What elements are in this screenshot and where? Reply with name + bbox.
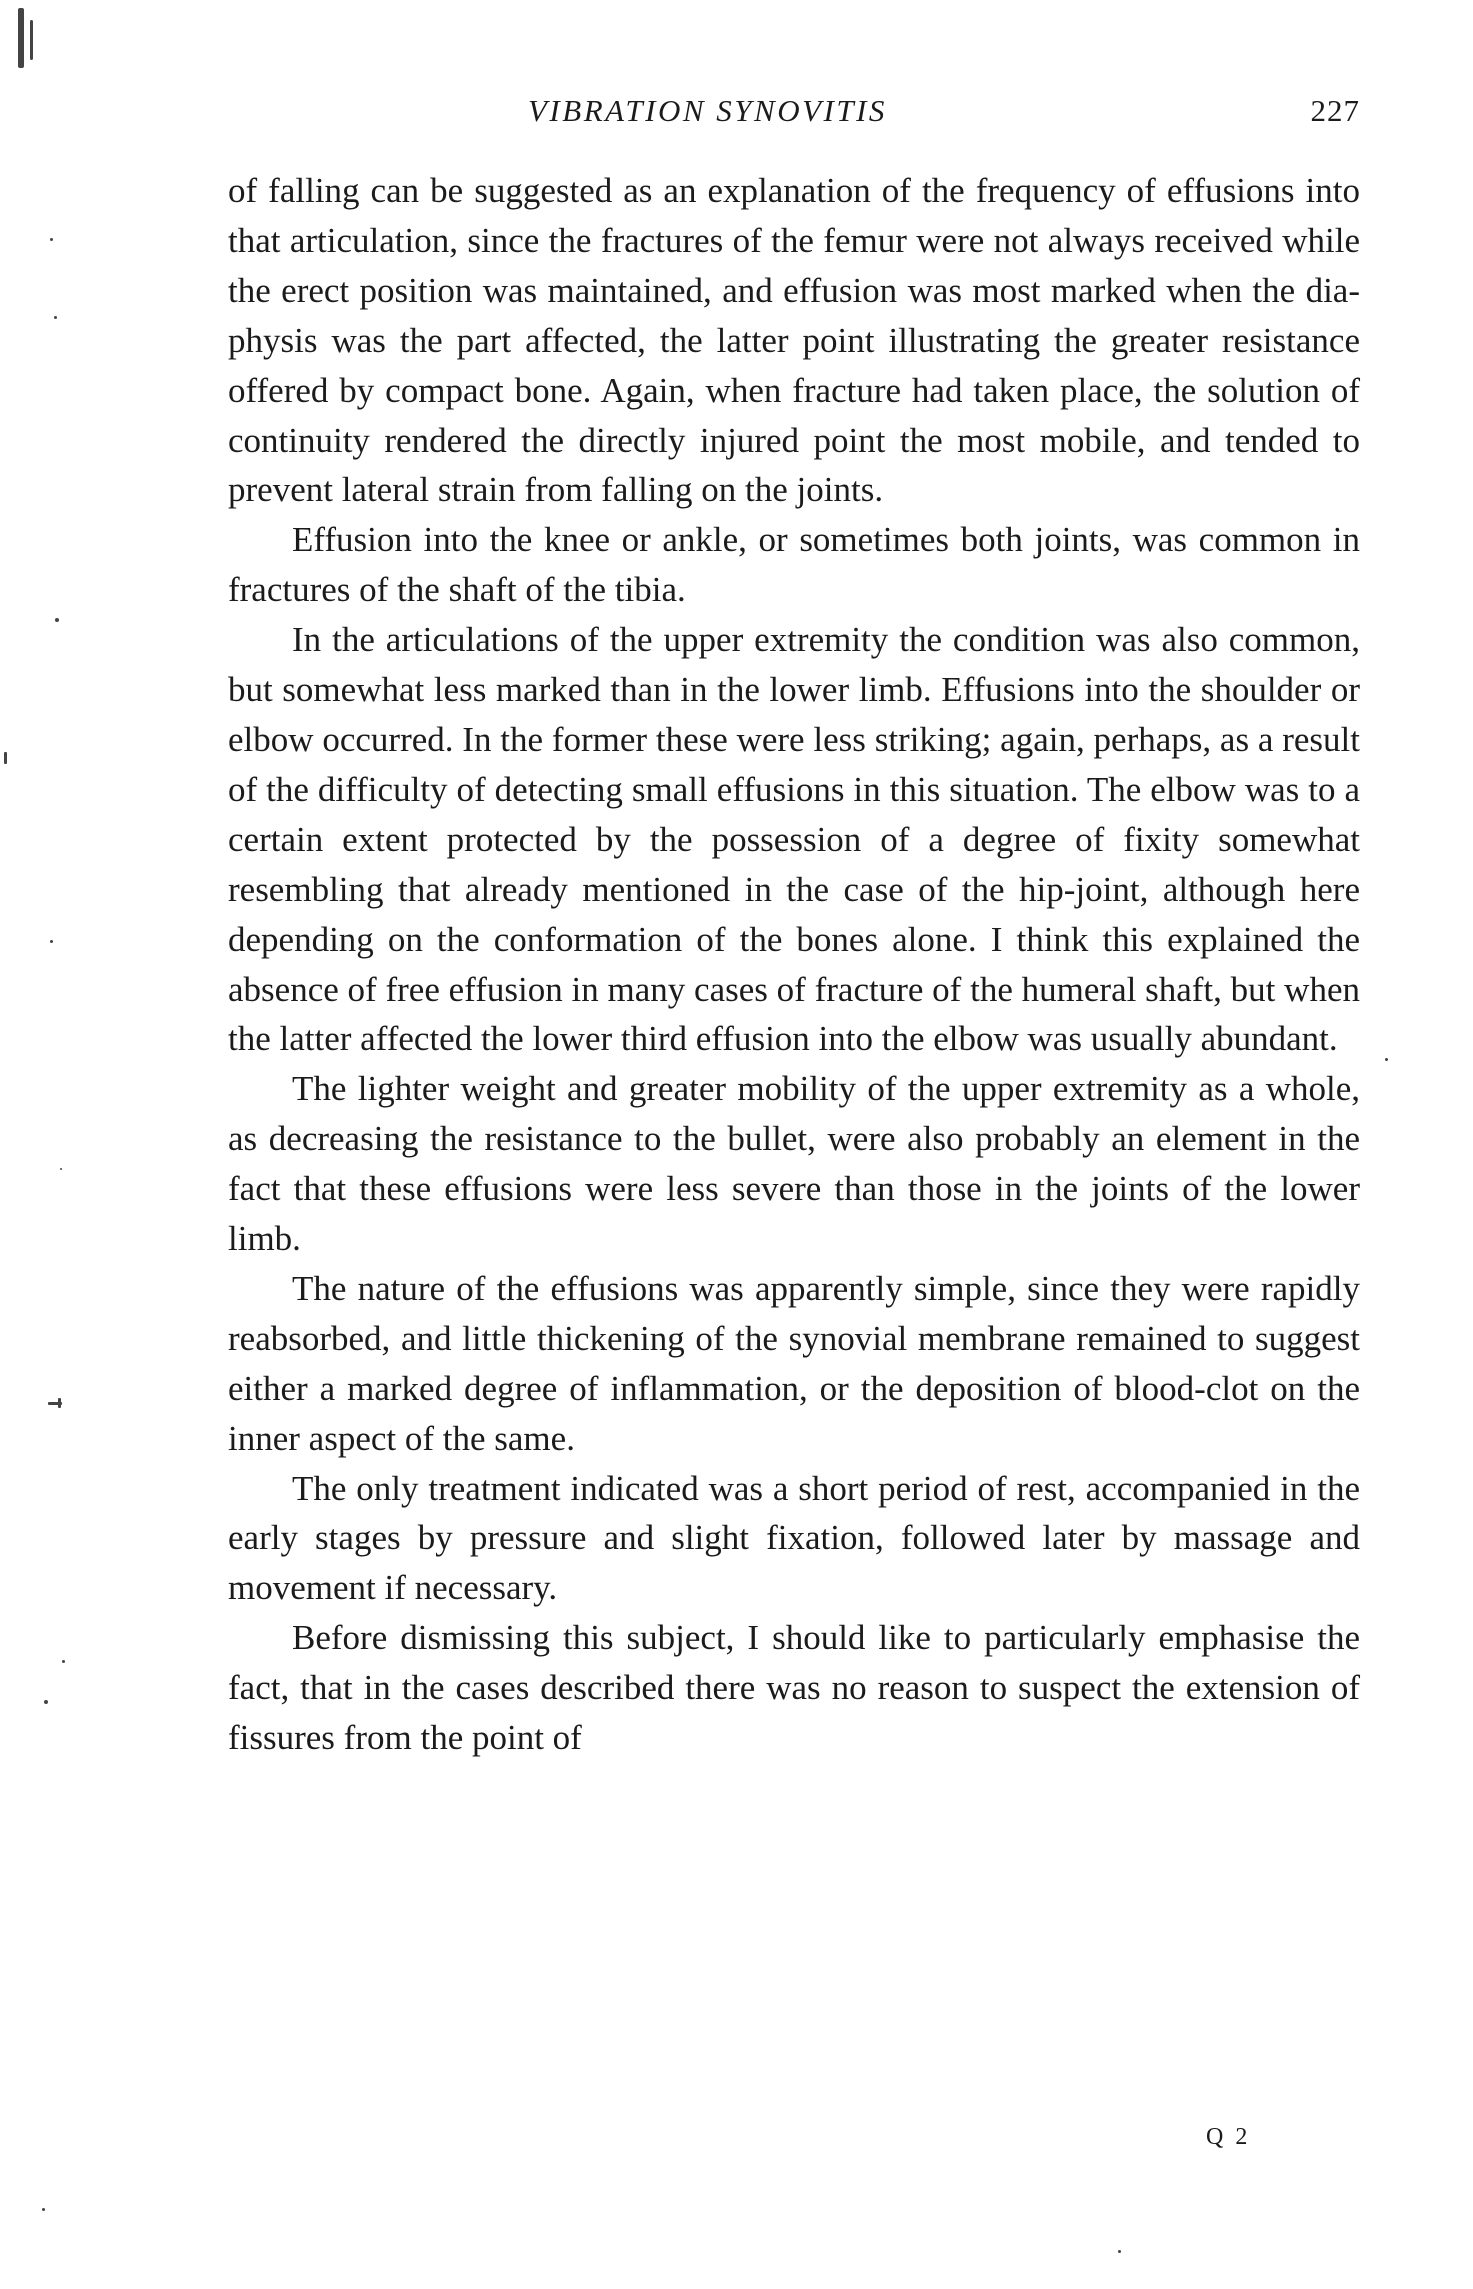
- paragraph: In the articulations of the upper extremity the condition was also common, but somewhat less marked than in the lower limb. Effusions into the shoulder or elbow occurred. In the former these were less striking; again, perhaps, as a result of the difficulty of detecting small effusions in this situation. The elbow was to a certain extent protected by the possession of a degree of fixity somewhat resembling that already mentioned in the case of the hip-joint, although here depending on the conformation of the bones alone. I think this explained the absence of free effusion in many cases of fracture of the humeral shaft, but when the latter affected the lower third effusion into the elbow was usually abundant.: [228, 620, 1360, 1059]
- paragraph: Effusion into the knee or ankle, or sometimes both joints, was common in fractures of the shaft of the tibia.: [228, 520, 1360, 610]
- signature-mark: Q 2: [1206, 2124, 1251, 2150]
- paragraph: of falling can be suggested as an explanation of the frequency of effusions into that articulation, since the fractures of the femur were not always received while the erect position was maintained, and effusion was most marked when the diaphysis was the part affected, the latter point illustrating the greater resistance offered by compact bone. Again, when fracture had taken place, the solution of continuity rendered the directly injured point the most mobile, and tended to prevent lateral strain from falling on the joints.: [228, 171, 1360, 510]
- paragraph: The lighter weight and greater mobility of the upper extremity as a whole, as decreasing the resistance to the bullet, were also probably an element in the fact that these effusions were less severe than those in the joints of the lower limb.: [228, 1069, 1360, 1259]
- body-text: [228, 166, 1360, 1763]
- running-head: [228, 88, 1360, 134]
- paragraph: The nature of the effusions was apparently simple, since they were rapidly reabsorbed, and little thickening of the synovial membrane remained to suggest either a marked degree of inflammation, or the deposition of blood-clot on the inner aspect of the same.: [228, 1268, 1360, 1458]
- page-number: 227: [1310, 93, 1360, 128]
- running-title: VIBRATION SYNOVITIS: [528, 93, 887, 128]
- paragraph: Before dismissing this subject, I should like to particularly emphasise the fact, that in the cases described there was no reason to suspect the extension of fissures from the point of: [228, 1618, 1360, 1758]
- paragraph: The only treatment indicated was a short period of rest, accompanied in the early stages by pressure and slight fixation, followed later by massage and movement if necessary.: [228, 1468, 1360, 1608]
